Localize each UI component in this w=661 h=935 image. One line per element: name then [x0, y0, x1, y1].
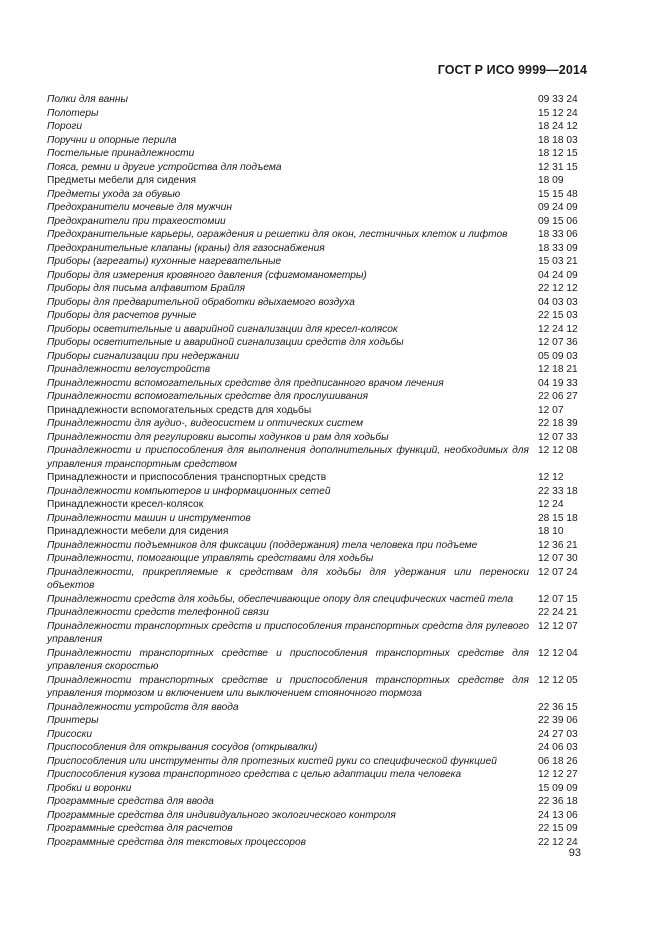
index-code: 12 07 33 [538, 431, 578, 443]
index-row [47, 242, 587, 256]
index-term: Принадлежности кресел-колясок [47, 499, 204, 510]
index-code: 12 07 [538, 404, 564, 416]
index-term: Приборы сигнализации при недержании [47, 350, 240, 362]
index-code: 12 36 21 [538, 539, 578, 551]
index-row [47, 336, 587, 350]
index-term: Приборы осветительные и аварийной сигнализации средств для ходьбы [47, 337, 404, 348]
index-term: Присоски [47, 728, 93, 740]
index-row [47, 822, 587, 836]
index-code: 15 03 21 [538, 256, 578, 267]
index-term: Приборы (агрегаты) кухонные нагревательные [47, 256, 282, 267]
index-code: 18 10 [538, 526, 564, 537]
index-term: Принадлежности устройств для ввода [47, 701, 239, 713]
index-row [47, 741, 587, 755]
index-row [47, 417, 587, 431]
index-code: 24 06 03 [538, 742, 578, 753]
index-row [47, 606, 587, 620]
index-term: Принадлежности для аудио-, видеосистем и оптических систем [47, 418, 364, 429]
index-row [47, 498, 587, 512]
index-row [47, 120, 587, 134]
index-row [47, 147, 587, 161]
index-code: 24 27 03 [538, 728, 578, 740]
index-row [47, 215, 587, 229]
index-term: Принадлежности транспортных средстве и приспособления транспортных средстве для управления тормозом и включением или выключением стояночного тормоза [47, 674, 529, 699]
index-row [47, 701, 587, 715]
index-row [47, 323, 587, 337]
index-row [47, 363, 587, 377]
index-term: Принадлежности компьютеров и информационных сетей [47, 485, 331, 497]
index-row [47, 809, 587, 823]
index-code: 09 15 06 [538, 215, 578, 227]
index-row [47, 647, 587, 674]
index-term: Принадлежности подъемников для фиксации (поддержания) тела человека при подъеме [47, 539, 478, 551]
index-term: Предохранители при трахеостомии [47, 215, 226, 227]
index-term: Предохранительные карьеры, ограждения и решетки для окон, лестничных клеток и лифтов [47, 229, 508, 240]
index-row [47, 525, 587, 539]
index-term: Программные средства для текстовых процессоров [47, 836, 306, 848]
document-header: ГОСТ Р ИСО 9999—2014 [437, 63, 587, 77]
index-row [47, 228, 587, 242]
term-index-list [47, 93, 587, 849]
index-row [47, 161, 587, 175]
index-row [47, 768, 587, 782]
index-term: Предметы мебели для сидения [47, 175, 197, 186]
index-code: 12 12 [538, 472, 564, 483]
index-row [47, 377, 587, 391]
index-code: 18 33 09 [538, 242, 578, 254]
index-code: 12 24 12 [538, 323, 578, 335]
index-code: 12 07 15 [538, 593, 578, 605]
index-row [47, 174, 587, 188]
index-code: 12 07 24 [538, 566, 578, 578]
index-term: Принадлежности транспортных средстве и приспособления транспортных средстве для управления скоростью [47, 647, 529, 672]
index-term: Принадлежности, помогающие управлять средствами для ходьбы [47, 553, 374, 564]
index-term: Принадлежности и приспособления для выполнения дополнительных функций, необходимых для управления транспортным средством [47, 445, 529, 470]
index-code: 22 06 27 [538, 391, 578, 402]
index-code: 12 12 27 [538, 769, 578, 780]
index-code: 18 09 [538, 175, 564, 186]
index-code: 18 12 15 [538, 148, 578, 159]
index-row [47, 93, 587, 107]
index-term: Принадлежности и приспособления транспортных средств [47, 472, 327, 483]
index-term: Приборы для расчетов ручные [47, 310, 197, 321]
index-term: Принадлежности, прикрепляемые к средствам для ходьбы для удержания или переноски объектов [47, 566, 529, 591]
index-row [47, 107, 587, 121]
index-code: 18 33 06 [538, 229, 578, 240]
index-code: 06 18 26 [538, 755, 578, 767]
index-term: Пояса, ремни и другие устройства для подъема [47, 161, 282, 173]
index-code: 24 13 06 [538, 809, 578, 821]
index-code: 12 12 05 [538, 674, 578, 686]
index-row [47, 512, 587, 526]
index-row [47, 201, 587, 215]
index-row [47, 620, 587, 647]
index-row [47, 188, 587, 202]
index-term: Приспособления кузова транспортного средства с целью адаптации тела человека [47, 769, 462, 780]
index-row [47, 836, 587, 850]
index-row [47, 444, 587, 471]
index-code: 22 18 39 [538, 418, 578, 429]
index-code: 22 12 24 [538, 836, 578, 848]
index-code: 04 24 09 [538, 269, 578, 281]
index-term: Приборы осветительные и аварийной сигнализации для кресел-колясок [47, 323, 398, 335]
index-code: 09 24 09 [538, 202, 578, 213]
index-row [47, 269, 587, 283]
index-code: 12 07 30 [538, 553, 578, 564]
index-row [47, 471, 587, 485]
index-code: 22 33 18 [538, 485, 578, 497]
index-row [47, 485, 587, 499]
index-term: Принадлежности машин и инструментов [47, 512, 251, 524]
index-term: Принтеры [47, 715, 99, 726]
index-code: 22 36 15 [538, 701, 578, 713]
index-row [47, 552, 587, 566]
index-term: Полотеры [47, 107, 99, 119]
index-code: 15 15 48 [538, 188, 578, 200]
index-term: Пороги [47, 121, 83, 132]
index-term: Программные средства для ввода [47, 796, 214, 807]
index-row [47, 431, 587, 445]
index-code: 18 18 03 [538, 134, 578, 146]
index-code: 04 19 33 [538, 377, 578, 389]
index-term: Принадлежности вспомогательных средстве для прослушивания [47, 391, 369, 402]
index-term: Поручни и опорные перила [47, 134, 177, 146]
index-code: 12 12 04 [538, 647, 578, 659]
index-row [47, 255, 587, 269]
index-code: 04 03 03 [538, 296, 578, 308]
index-term: Программные средства для расчетов [47, 823, 233, 834]
index-row [47, 566, 587, 593]
index-row [47, 714, 587, 728]
index-term: Приспособления или инструменты для протезных кистей руки со специфической функцией [47, 755, 497, 767]
index-term: Предохранители мочевые для мужчин [47, 202, 232, 213]
index-row [47, 782, 587, 796]
index-term: Предметы ухода за обувью [47, 188, 181, 200]
index-row [47, 795, 587, 809]
index-code: 05 09 03 [538, 350, 578, 362]
index-row [47, 404, 587, 418]
index-term: Предохранительные клапаны (краны) для газоснабжения [47, 242, 325, 254]
index-term: Приборы для измерения кровяного давления (сфигмоманометры) [47, 269, 367, 281]
index-code: 22 24 21 [538, 607, 578, 618]
index-row [47, 309, 587, 323]
index-code: 22 15 03 [538, 310, 578, 321]
index-code: 22 15 09 [538, 823, 578, 834]
index-term: Пробки и воронки [47, 782, 132, 794]
index-term: Принадлежности вспомогательных средстве для предписанного врачом лечения [47, 377, 444, 389]
index-code: 12 24 [538, 499, 564, 510]
index-row [47, 755, 587, 769]
page-number: 93 [568, 847, 581, 859]
index-term: Приборы для предварительной обработки вдыхаемого воздуха [47, 296, 355, 308]
index-code: 22 12 12 [538, 283, 578, 294]
index-term: Полки для ванны [47, 94, 128, 105]
index-row [47, 350, 587, 364]
index-row [47, 390, 587, 404]
index-term: Принадлежности велоустройств [47, 364, 211, 375]
index-term: Принадлежности для регулировки высоты ходунков и рам для ходьбы [47, 431, 389, 443]
index-code: 12 07 36 [538, 337, 578, 348]
index-code: 12 12 07 [538, 620, 578, 632]
index-term: Принадлежности вспомогательных средств для ходьбы [47, 404, 312, 416]
index-code: 15 12 24 [538, 107, 578, 119]
index-term: Принадлежности транспортных средств и приспособления транспортных средств для рулевого управления [47, 620, 529, 645]
index-code: 28 15 18 [538, 512, 578, 524]
index-row [47, 728, 587, 742]
index-term: Принадлежности мебели для сидения [47, 526, 229, 537]
index-code: 22 39 06 [538, 715, 578, 726]
index-term: Приборы для письма алфавитом Брайля [47, 283, 246, 294]
index-code: 12 31 15 [538, 161, 578, 173]
index-row [47, 593, 587, 607]
index-code: 22 36 18 [538, 796, 578, 807]
index-term: Программные средства для индивидуального экологического контроля [47, 809, 396, 821]
index-code: 15 09 09 [538, 782, 578, 794]
index-code: 12 12 08 [538, 445, 578, 456]
index-row [47, 539, 587, 553]
index-term: Постельные принадлежности [47, 148, 195, 159]
index-code: 09 33 24 [538, 94, 578, 105]
index-term: Принадлежности средств телефонной связи [47, 607, 269, 618]
index-row [47, 134, 587, 148]
index-row [47, 674, 587, 701]
index-code: 12 18 21 [538, 364, 578, 375]
index-row [47, 282, 587, 296]
index-code: 18 24 12 [538, 121, 578, 132]
index-term: Принадлежности средств для ходьбы, обеспечивающие опору для специфических частей тела [47, 593, 514, 605]
index-term: Приспособления для открывания сосудов (открывалки) [47, 742, 318, 753]
index-row [47, 296, 587, 310]
